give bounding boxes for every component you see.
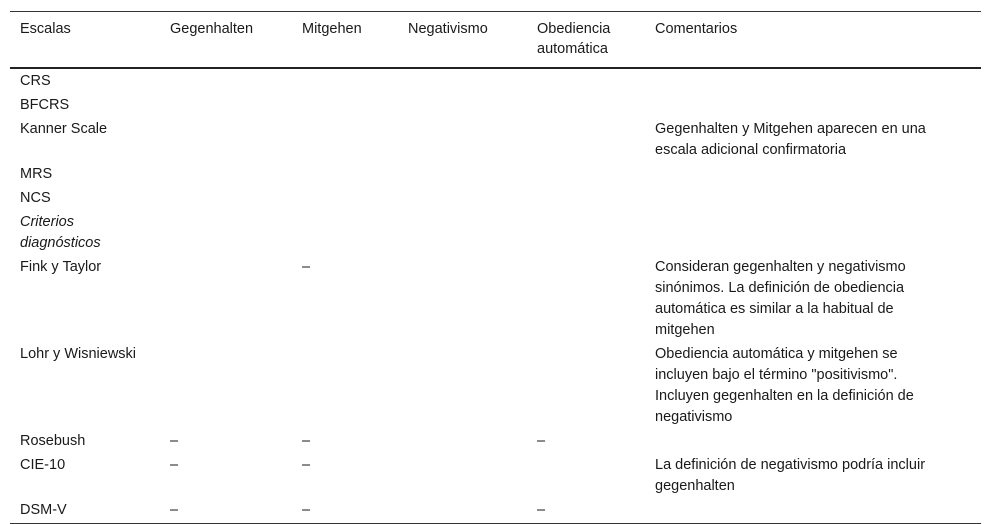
cell-mitgehen: – <box>302 259 311 275</box>
cell-obediencia <box>527 256 645 343</box>
cell-gegenhalten <box>160 256 292 343</box>
cell-scale: Kanner Scale <box>20 121 108 137</box>
cell-comment: Gegenhalten y Mitgehen aparecen en una escala adicional confirmatoria <box>655 121 926 158</box>
cell-gegenhalten <box>160 211 292 256</box>
table-row <box>10 256 981 343</box>
header-mitgehen: Mitgehen <box>302 21 362 37</box>
cell-scale: CRS <box>20 73 51 89</box>
header-obediencia-automatica: Obediencia automática <box>537 21 611 57</box>
cell-obediencia <box>527 94 645 118</box>
cell-negativismo <box>398 454 527 499</box>
cell-comment <box>645 187 981 211</box>
cell-negativismo <box>398 256 527 343</box>
cell-gegenhalten <box>160 68 292 94</box>
cell-obediencia <box>527 211 645 256</box>
cell-obediencia <box>527 118 645 163</box>
cell-mitgehen <box>292 68 398 94</box>
cell-comment: Obediencia automática y mitgehen se incluyen bajo el término "positivismo". Incluyen gegenhalten en la definición de negativismo <box>655 346 914 425</box>
cell-obediencia <box>527 454 645 499</box>
cell-mitgehen <box>292 118 398 163</box>
table-row <box>10 187 981 211</box>
cell-scale: NCS <box>20 190 51 206</box>
cell-negativismo <box>398 430 527 454</box>
cell-comment: Consideran gegenhalten y negativismo sinónimos. La definición de obediencia automática es similar a la habitual de mitgehen <box>655 259 906 338</box>
cell-negativismo <box>398 94 527 118</box>
header-row <box>10 12 981 69</box>
cell-scale: MRS <box>20 166 53 182</box>
header-comentarios: Comentarios <box>655 21 738 37</box>
cell-comment <box>645 94 981 118</box>
header-escalas: Escalas <box>20 21 71 37</box>
cell-gegenhalten <box>160 343 292 430</box>
cell-gegenhalten: – <box>170 433 179 449</box>
cell-negativismo <box>398 68 527 94</box>
cell-comment: La definición de negativismo podría incluir gegenhalten <box>655 457 926 494</box>
cell-gegenhalten <box>160 118 292 163</box>
cell-obediencia <box>527 68 645 94</box>
cell-mitgehen <box>292 94 398 118</box>
table-row <box>10 163 981 187</box>
cell-negativismo <box>398 211 527 256</box>
cell-mitgehen: – <box>302 457 311 473</box>
cell-scale: BFCRS <box>20 97 70 113</box>
cell-comment <box>645 163 981 187</box>
cell-gegenhalten: – <box>170 457 179 473</box>
table-row <box>10 211 981 256</box>
table-row <box>10 343 981 430</box>
header-gegenhalten: Gegenhalten <box>170 21 254 37</box>
cell-mitgehen <box>292 343 398 430</box>
cell-negativismo <box>398 118 527 163</box>
table-row <box>10 430 981 454</box>
cell-mitgehen <box>292 187 398 211</box>
cell-obediencia <box>527 187 645 211</box>
cell-mitgehen: – <box>302 502 311 518</box>
cell-obediencia: – <box>537 433 546 449</box>
table-body <box>10 68 981 524</box>
header-negativismo: Negativismo <box>408 21 488 37</box>
cell-obediencia <box>527 343 645 430</box>
cell-scale: DSM-V <box>20 502 67 518</box>
cell-negativismo <box>398 163 527 187</box>
cell-scale: Rosebush <box>20 433 86 449</box>
cell-obediencia: – <box>537 502 546 518</box>
cell-mitgehen <box>292 163 398 187</box>
cell-negativismo <box>398 343 527 430</box>
cell-comment <box>645 211 981 256</box>
table-row <box>10 118 981 163</box>
cell-negativismo <box>398 499 527 524</box>
cell-obediencia <box>527 163 645 187</box>
scales-comparison-table <box>10 11 981 524</box>
cell-gegenhalten: – <box>170 502 179 518</box>
cell-scale-section: Criterios diagnósticos <box>20 214 101 251</box>
cell-gegenhalten <box>160 163 292 187</box>
table-row <box>10 454 981 499</box>
table-row <box>10 499 981 524</box>
cell-mitgehen: – <box>302 433 311 449</box>
cell-comment <box>645 68 981 94</box>
cell-gegenhalten <box>160 187 292 211</box>
cell-comment <box>645 430 981 454</box>
cell-comment <box>645 499 981 524</box>
cell-scale: Lohr y Wisniewski <box>20 346 137 362</box>
cell-gegenhalten <box>160 94 292 118</box>
scales-table-container <box>10 11 981 524</box>
table-header <box>10 12 981 69</box>
cell-scale: Fink y Taylor <box>20 259 102 275</box>
cell-mitgehen <box>292 211 398 256</box>
cell-scale: CIE-10 <box>20 457 66 473</box>
cell-negativismo <box>398 187 527 211</box>
table-row <box>10 94 981 118</box>
table-row <box>10 68 981 94</box>
